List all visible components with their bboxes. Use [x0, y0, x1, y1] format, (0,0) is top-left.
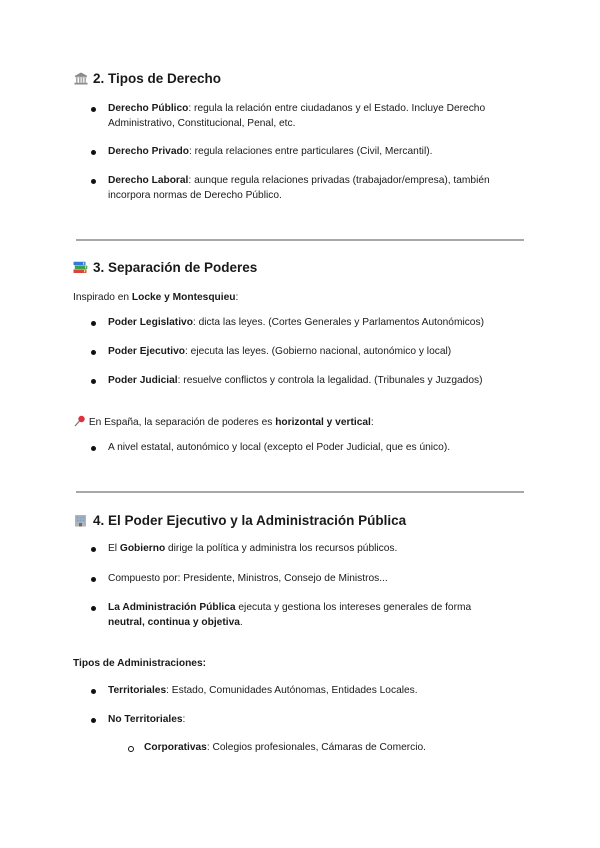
list-item: Territoriales: Estado, Comunidades Autónomas, Entidades Locales. [108, 685, 418, 696]
bullet-dot [91, 446, 96, 451]
list-item: Derecho Público: regula la relación entre ciudadanos y el Estado. Incluye Derecho Administrativo, Constitucional, Penal, etc. [108, 103, 486, 129]
bullet-dot [91, 379, 96, 384]
list-item: No Territoriales: [108, 714, 186, 725]
list-item: El Gobierno dirige la política y administra los recursos públicos. [108, 543, 398, 554]
intro-paragraph: Inspirado en Locke y Montesquieu: [73, 292, 239, 303]
office-building-icon [73, 514, 88, 528]
bullet-dot [91, 350, 96, 355]
section-4-heading [73, 513, 406, 528]
section-3-title: 3. Separación de Poderes [93, 260, 258, 275]
bullet-dot [91, 179, 96, 184]
list-item: Compuesto por: Presidente, Ministros, Consejo de Ministros... [108, 573, 388, 584]
bank-building-icon [73, 72, 88, 86]
section-4-title: 4. El Poder Ejecutivo y la Administración Pública [93, 513, 407, 528]
sub-list-item: Corporativas: Colegios profesionales, Cámaras de Comercio. [144, 742, 426, 753]
list-item: La Administración Pública ejecuta y gestiona los intereses generales de forma neutral, continua y objetiva. [108, 602, 472, 628]
horizontal-divider [76, 239, 524, 241]
section-2-title: 2. Tipos de Derecho [93, 71, 222, 86]
section-3-heading [73, 260, 257, 275]
note-paragraph: En España, la separación de poderes es horizontal y vertical: [73, 414, 374, 430]
list-item: Poder Legislativo: dicta las leyes. (Cortes Generales y Parlamentos Autonómicos) [108, 317, 484, 328]
sub-bullet-circle [128, 746, 134, 752]
list-item: Derecho Privado: regula relaciones entre particulares (Civil, Mercantil). [108, 146, 433, 157]
list-item: Poder Judicial: resuelve conflictos y controla la legalidad. (Tribunales y Juzgados) [108, 375, 483, 386]
section-2-heading [73, 71, 221, 86]
bullet-dot [91, 547, 96, 552]
bullet-dot [91, 689, 96, 694]
bullet-dot [91, 718, 96, 723]
list-item: A nivel estatal, autonómico y local (excepto el Poder Judicial, que es único). [108, 442, 451, 453]
list-item: Poder Ejecutivo: ejecuta las leyes. (Gobierno nacional, autonómico y local) [108, 346, 452, 357]
list-item: Derecho Laboral: aunque regula relaciones privadas (trabajador/empresa), también incorpora normas de Derecho Público. [108, 175, 490, 201]
bullet-dot [91, 107, 96, 112]
bullet-dot [91, 577, 96, 582]
bullet-dot [91, 321, 96, 326]
horizontal-divider [76, 491, 524, 493]
books-icon [73, 261, 88, 275]
pushpin-icon [73, 414, 86, 428]
bullet-dot [91, 150, 96, 155]
bullet-dot [91, 606, 96, 611]
types-heading: Tipos de Administraciones: [73, 658, 207, 669]
